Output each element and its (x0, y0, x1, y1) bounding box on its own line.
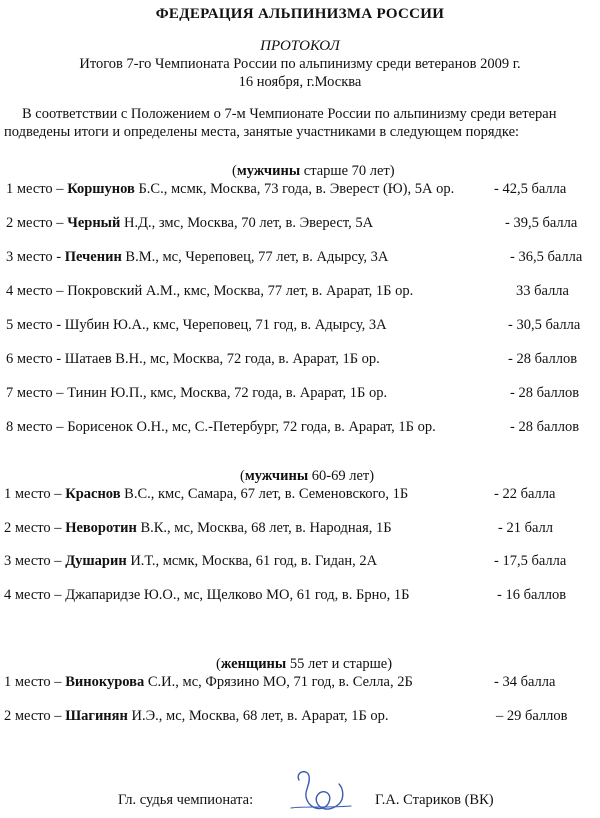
result-score: - 28 баллов (510, 419, 580, 435)
result-row (4, 520, 392, 537)
result-details: Шубин Ю.А., кмс, Череповец, 71 год, в. Адырсу, 3А (64, 317, 387, 333)
result-place: 4 место – (6, 283, 68, 299)
section-group: мужчины (236, 163, 301, 179)
result-row (6, 419, 436, 436)
signature-mark (285, 762, 355, 818)
result-row (6, 181, 454, 198)
result-score: - 28 баллов (510, 385, 580, 401)
result-name: Краснов (65, 486, 121, 502)
result-score: - 42,5 балла (494, 181, 567, 197)
intro-line-2: подведены итоги и определены места, занятые участниками в следующем порядке: (4, 124, 520, 140)
result-score: - 22 балла (494, 486, 556, 502)
result-details: В.К., мс, Москва, 68 лет, в. Народная, 1Б (136, 520, 392, 536)
result-place: 8 место – (6, 419, 68, 435)
result-details: Джапаридзе Ю.О., мс, Щелково МО, 61 год, в. Брно, 1Б (65, 587, 410, 603)
section-heading-men-70: (мужчины старше 70 лет) (232, 163, 395, 179)
result-details: Шатаев В.Н., мс, Москва, 72 года, в. Арарат, 1Б ор. (64, 351, 380, 367)
result-row (4, 486, 408, 503)
result-place: 4 место – (4, 587, 66, 603)
result-place: 5 место - (6, 317, 65, 333)
result-score: - 16 баллов (497, 587, 567, 603)
result-row (6, 215, 373, 232)
result-score: - 28 баллов (508, 351, 578, 367)
result-score: - 36,5 балла (510, 249, 583, 265)
result-row (4, 708, 389, 725)
result-details: В.С., кмс, Самара, 67 лет, в. Семеновского, 1Б (120, 486, 409, 502)
result-details: Н.Д., змс, Москва, 70 лет, в. Эверест, 5А (120, 215, 374, 231)
result-name: Душарин (65, 553, 127, 569)
result-details: Борисенок О.Н., мс, С.-Петербург, 72 года, в. Арарат, 1Б ор. (67, 419, 436, 435)
result-score: - 39,5 балла (505, 215, 578, 231)
result-details: Б.С., мсмк, Москва, 73 года, в. Эверест (Ю), 5А ор. (134, 181, 455, 197)
result-name: Печенин (64, 249, 122, 265)
result-score: - 30,5 балла (508, 317, 581, 333)
result-name: Неворотин (65, 520, 137, 536)
result-row (4, 553, 377, 570)
result-place: 1 место – (4, 674, 66, 690)
result-name: Винокурова (65, 674, 145, 690)
protocol-date-place: 16 ноября, г.Москва (238, 74, 362, 90)
federation-title: ФЕДЕРАЦИЯ АЛЬПИНИЗМА РОССИИ (155, 6, 445, 22)
judge-label: Гл. судья чемпионата: (118, 792, 254, 808)
result-place: 1 место – (6, 181, 68, 197)
result-details: Тинин Ю.П., кмс, Москва, 72 года, в. Арарат, 1Б ор. (67, 385, 388, 401)
judge-name: Г.А. Стариков (ВК) (375, 792, 494, 808)
section-heading-men-60-69: (мужчины 60-69 лет) (240, 468, 375, 484)
protocol-heading: ПРОТОКОЛ (260, 38, 340, 54)
result-details: В.М., мс, Череповец, 77 лет, в. Адырсу, 3А (121, 249, 389, 265)
result-details: Покровский А.М., кмс, Москва, 77 лет, в. Арарат, 1Б ор. (67, 283, 414, 299)
result-place: 2 место – (4, 708, 66, 724)
result-place: 7 место – (6, 385, 68, 401)
section-group: женщины (220, 656, 287, 672)
result-name: Коршунов (67, 181, 135, 197)
result-score: – 29 баллов (496, 708, 568, 724)
result-score: - 34 балла (494, 674, 556, 690)
result-row (6, 385, 387, 402)
result-row (4, 587, 409, 604)
result-row (6, 317, 387, 334)
result-score: - 17,5 балла (494, 553, 567, 569)
section-range: старше 70 лет (300, 163, 390, 179)
result-place: 3 место - (6, 249, 65, 265)
result-score: 33 балла (516, 283, 569, 299)
section-range: 55 лет и старше (286, 656, 388, 672)
result-place: 1 место – (4, 486, 66, 502)
result-row (4, 674, 413, 691)
result-details: И.Э., мс, Москва, 68 лет, в. Арарат, 1Б ор. (127, 708, 389, 724)
result-row (6, 283, 413, 300)
result-row (6, 249, 388, 266)
result-row (6, 351, 380, 368)
intro-line-1: В соответствии с Положением о 7-м Чемпионате России по альпинизму среди ветеран (22, 106, 557, 122)
section-group: мужчины (244, 468, 309, 484)
result-name: Черный (67, 215, 121, 231)
result-details: И.Т., мсмк, Москва, 61 год, в. Гидан, 2А (126, 553, 378, 569)
result-place: 2 место – (4, 520, 66, 536)
section-range: 60-69 лет (308, 468, 370, 484)
result-place: 6 место - (6, 351, 65, 367)
result-place: 3 место – (4, 553, 66, 569)
result-name: Шагинян (65, 708, 128, 724)
result-details: С.И., мс, Фрязино МО, 71 год, в. Селла, 2Б (144, 674, 413, 690)
result-score: - 21 балл (498, 520, 553, 536)
protocol-subtitle: Итогов 7-го Чемпионата России по альпинизму среди ветеранов 2009 г. (79, 56, 521, 72)
result-place: 2 место – (6, 215, 68, 231)
section-heading-women-55: (женщины 55 лет и старше) (216, 656, 393, 672)
